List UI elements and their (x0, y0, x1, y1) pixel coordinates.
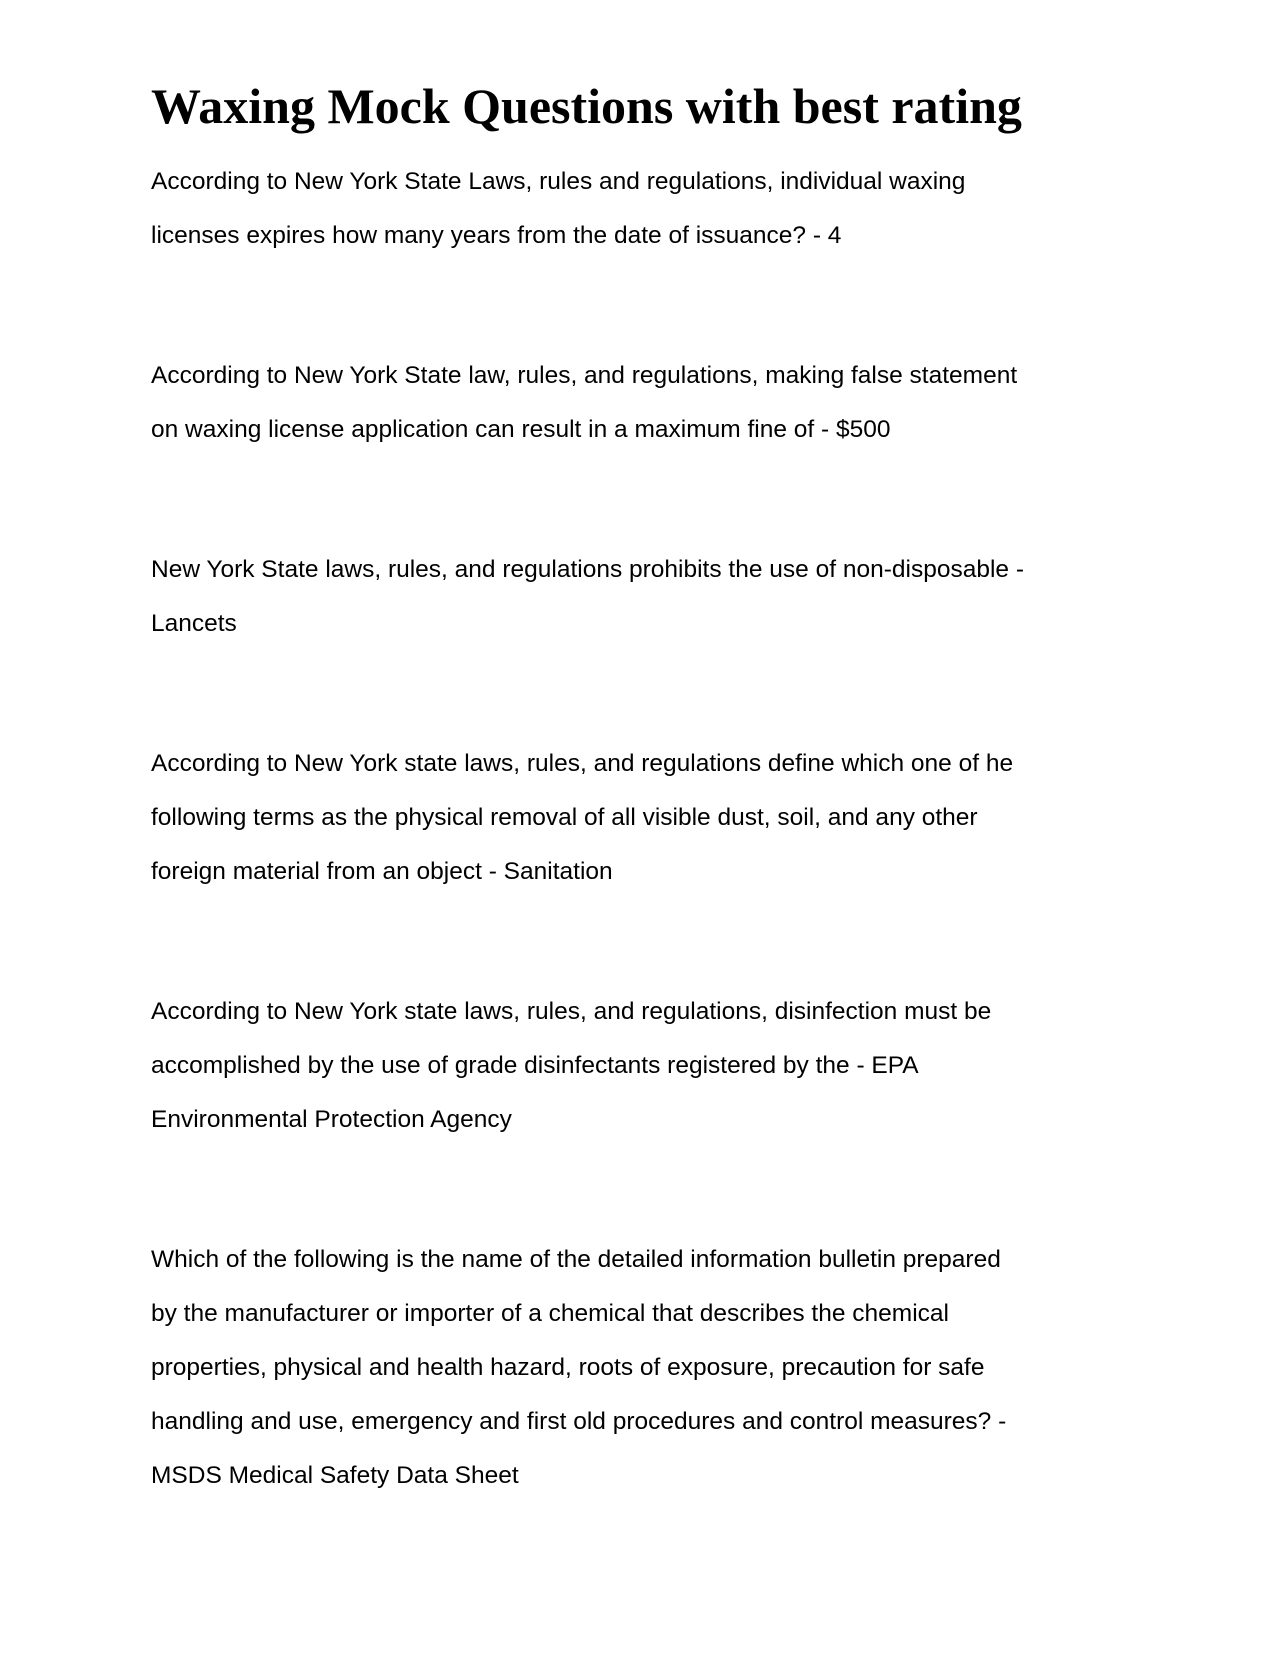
document-title: Waxing Mock Questions with best rating (151, 78, 1022, 134)
question-text-line: According to New York State law, rules, and regulations, making false statement (151, 362, 1018, 389)
question-item-1 (151, 155, 1151, 263)
question-item-2 (151, 349, 1151, 457)
question-item-3 (151, 543, 1151, 651)
question-text-line: MSDS Medical Safety Data Sheet (151, 1462, 519, 1489)
question-text-line: According to New York state laws, rules, and regulations, disinfection must be (151, 998, 992, 1025)
question-text-line: on waxing license application can result in a maximum fine of - $500 (151, 416, 891, 443)
question-item-4 (151, 737, 1151, 899)
question-text-line: foreign material from an object - Sanitation (151, 858, 613, 885)
question-text-line: According to New York State Laws, rules and regulations, individual waxing (151, 168, 966, 195)
question-text-line: According to New York state laws, rules, and regulations define which one of he (151, 750, 1014, 777)
question-text-line: by the manufacturer or importer of a chemical that describes the chemical (151, 1300, 949, 1327)
question-text-line: Lancets (151, 610, 237, 637)
question-list (151, 155, 1151, 1503)
question-text-line: handling and use, emergency and first old procedures and control measures? - (151, 1408, 1007, 1435)
question-item-6 (151, 1233, 1151, 1503)
question-text-line: Environmental Protection Agency (151, 1106, 512, 1133)
question-text-line: New York State laws, rules, and regulations prohibits the use of non-disposable - (151, 556, 1024, 583)
question-text-line: following terms as the physical removal of all visible dust, soil, and any other (151, 804, 978, 831)
question-text-line: accomplished by the use of grade disinfectants registered by the - EPA (151, 1052, 919, 1079)
question-text-line: properties, physical and health hazard, roots of exposure, precaution for safe (151, 1354, 985, 1381)
question-text-line: licenses expires how many years from the date of issuance? - 4 (151, 222, 842, 249)
question-text-line: Which of the following is the name of the detailed information bulletin prepared (151, 1246, 1001, 1273)
question-item-5 (151, 985, 1151, 1147)
